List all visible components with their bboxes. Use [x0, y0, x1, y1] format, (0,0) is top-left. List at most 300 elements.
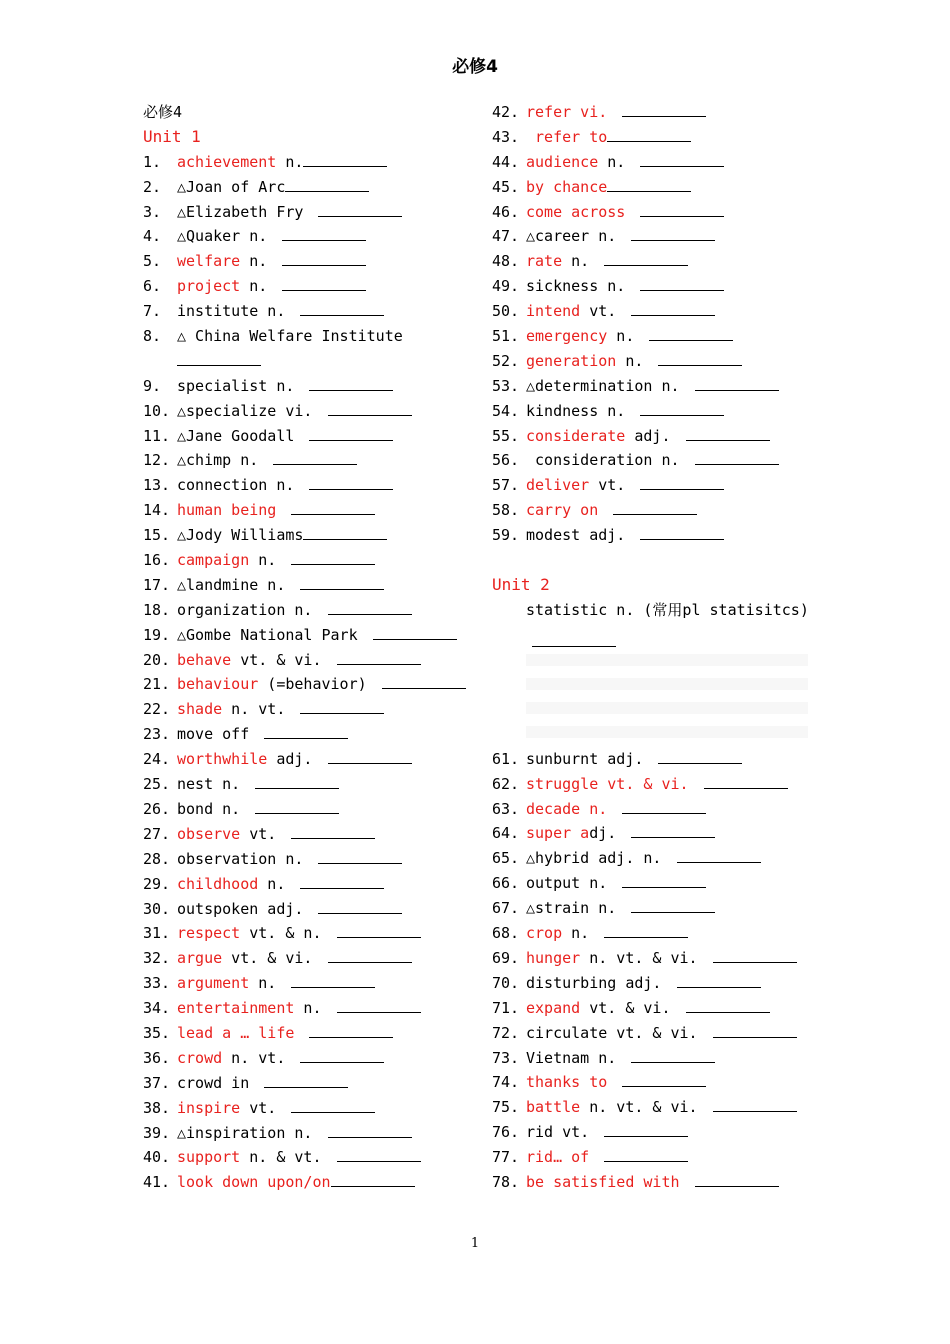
word-text: △chimp n. [177, 451, 268, 470]
vocab-item [143, 822, 463, 847]
statistic-entry [492, 598, 812, 747]
key-word: shade [177, 700, 223, 719]
key-word: super a [526, 824, 590, 843]
answer-blank[interactable] [686, 426, 770, 441]
answer-blank[interactable] [658, 351, 742, 366]
key-word: thanks to [526, 1073, 608, 1092]
item-number: 15. [143, 526, 171, 545]
vocab-item [492, 374, 812, 399]
word-text: organization n. [177, 600, 322, 619]
word-text: n. [240, 277, 277, 296]
answer-blank[interactable] [607, 127, 691, 142]
word-text: n. [240, 252, 277, 271]
item-number: 70. [492, 973, 520, 992]
item-number: 27. [143, 824, 171, 843]
word-text: △Gombe National Park [177, 625, 367, 644]
item-number: 9. [143, 376, 162, 395]
vocab-item [143, 175, 463, 200]
word-text: kindness n. [526, 401, 635, 420]
item-number: 24. [143, 750, 171, 769]
key-word: entertainment [177, 999, 295, 1018]
item-number: 66. [492, 874, 520, 893]
key-word: intend [526, 302, 581, 321]
vocab-item [492, 100, 812, 125]
answer-blank[interactable] [640, 202, 724, 217]
word-text: connection n. [177, 476, 304, 495]
key-word: worthwhile [177, 750, 268, 769]
answer-blank[interactable] [300, 874, 384, 889]
item-number: 49. [492, 277, 520, 296]
key-word: considerate [526, 426, 626, 445]
word-text: vt. & n. [240, 924, 331, 943]
key-word: support [177, 1148, 241, 1167]
vocab-item [143, 448, 463, 473]
word-text: adj. [267, 750, 322, 769]
item-number: 43. [492, 127, 520, 146]
section-heading: 必修4 [143, 103, 183, 121]
answer-blank[interactable] [686, 998, 770, 1013]
item-number: 16. [143, 551, 171, 570]
answer-blank[interactable] [291, 824, 375, 839]
answer-blank[interactable] [309, 376, 393, 391]
key-word: argue [177, 949, 223, 968]
vocab-item [492, 797, 812, 822]
vocab-item [143, 1121, 463, 1146]
answer-blank[interactable] [604, 1122, 688, 1137]
answer-blank[interactable] [282, 276, 366, 291]
word-text: n. [276, 152, 304, 171]
word-text: △career n. [526, 227, 626, 246]
right-column [492, 100, 812, 1195]
answer-blank[interactable] [640, 525, 724, 540]
answer-blank[interactable] [264, 1073, 348, 1088]
word-text: n. [258, 874, 295, 893]
word-text: n. vt. & vi. [580, 948, 707, 967]
key-word: refer vi. [526, 103, 608, 121]
key-word: behaviour [177, 675, 259, 694]
vocab-item-continued [143, 349, 463, 374]
answer-blank[interactable] [649, 326, 733, 341]
answer-blank[interactable] [695, 376, 779, 391]
vocab-item [143, 299, 463, 324]
answer-blank[interactable] [337, 1147, 421, 1162]
vocab-item [143, 847, 463, 872]
key-word: respect [177, 924, 241, 943]
item-number: 11. [143, 426, 171, 445]
word-text: (=behavior) [258, 675, 376, 694]
vocab-item [143, 697, 463, 722]
vocab-item [143, 996, 463, 1021]
item-number: 63. [492, 799, 520, 818]
word-text: vt. [240, 824, 286, 843]
answer-blank[interactable] [177, 351, 261, 366]
vocab-item [143, 1170, 463, 1195]
word-text: sickness n. [526, 277, 635, 296]
answer-blank[interactable] [300, 575, 384, 590]
answer-blank[interactable] [285, 177, 369, 192]
item-number: 74. [492, 1073, 520, 1092]
word-text: sunburnt adj. [526, 749, 653, 768]
word-text: △strain n. [526, 899, 626, 918]
answer-blank[interactable] [677, 848, 761, 863]
vocab-item [143, 274, 463, 299]
page-title: 必修4 [452, 57, 498, 77]
item-number: 54. [492, 401, 520, 420]
vocab-item [143, 946, 463, 971]
answer-blank[interactable] [713, 948, 797, 963]
vocab-item [492, 896, 812, 921]
word-text [625, 203, 634, 221]
word-text: vt. & vi. [231, 650, 331, 669]
answer-blank[interactable] [622, 102, 706, 117]
key-word: expand [526, 998, 581, 1017]
item-number: 69. [492, 948, 520, 967]
answer-blank[interactable] [604, 923, 688, 938]
answer-blank[interactable] [291, 500, 375, 515]
answer-blank[interactable] [328, 600, 412, 615]
vocab-item [143, 498, 463, 523]
word-text: n. [294, 999, 331, 1018]
item-number: 5. [143, 252, 162, 271]
vocab-item [492, 821, 812, 846]
word-text: △Quaker n. [177, 227, 277, 246]
key-word: audience [526, 152, 599, 171]
unit-1-heading: Unit 1 [143, 126, 201, 146]
word-text [598, 501, 607, 519]
vocab-item [143, 648, 463, 673]
vocab-item [492, 125, 812, 150]
answer-blank[interactable] [264, 724, 348, 739]
key-word: argument [177, 974, 250, 993]
word-text: n. [249, 551, 286, 570]
item-number: 19. [143, 625, 171, 644]
answer-blank[interactable] [328, 401, 412, 416]
vocab-item [492, 846, 812, 871]
key-word: crop [526, 924, 563, 943]
item-number: 62. [492, 774, 520, 793]
answer-blank[interactable] [713, 1023, 797, 1038]
vocab-item [143, 224, 463, 249]
item-number: 22. [143, 700, 171, 719]
vocab-item [492, 349, 812, 374]
vocab-item [492, 1021, 812, 1046]
answer-blank[interactable] [613, 500, 697, 515]
word-text: △specialize vi. [177, 401, 322, 420]
key-word: generation [526, 351, 617, 370]
vocab-item [143, 249, 463, 274]
word-text [607, 800, 616, 818]
key-word: childhood [177, 874, 259, 893]
answer-blank[interactable] [282, 226, 366, 241]
word-text: move off [177, 725, 259, 744]
answer-blank[interactable] [607, 177, 691, 192]
item-number: 18. [143, 600, 171, 619]
word-text: n. [598, 152, 635, 171]
vocab-item [492, 150, 812, 175]
vocab-item [143, 473, 463, 498]
key-word: rid… of [526, 1148, 590, 1167]
word-text: vt. & vi. [580, 998, 680, 1017]
item-number: 25. [143, 775, 171, 794]
vocab-item [492, 200, 812, 225]
answer-blank[interactable] [291, 550, 375, 565]
vocab-item [143, 424, 463, 449]
word-text: △Elizabeth Fry [177, 202, 313, 221]
vocab-item [492, 175, 812, 200]
word-text: n. vt. [222, 700, 295, 719]
item-number: 58. [492, 501, 520, 520]
item-number: 71. [492, 998, 520, 1017]
answer-blank[interactable] [303, 152, 387, 167]
answer-blank[interactable] [255, 774, 339, 789]
answer-blank[interactable] [331, 1172, 415, 1187]
answer-blank[interactable] [255, 799, 339, 814]
item-number: 7. [143, 302, 162, 321]
key-word: welfare [177, 252, 241, 271]
vocab-item [492, 473, 812, 498]
spacer [492, 548, 812, 573]
answer-blank[interactable] [631, 823, 715, 838]
key-word: come across [526, 202, 626, 221]
key-word: battle [526, 1098, 581, 1117]
faded-text-area [526, 648, 808, 738]
vocab-item [143, 523, 463, 548]
word-text: △Jody Williams [177, 526, 304, 545]
item-number: 45. [492, 177, 520, 196]
item-number: 32. [143, 949, 171, 968]
vocab-item [143, 1021, 463, 1046]
answer-blank[interactable] [704, 774, 788, 789]
answer-blank[interactable] [622, 1072, 706, 1087]
item-number: 51. [492, 327, 520, 346]
answer-blank[interactable] [631, 226, 715, 241]
item-number: 21. [143, 675, 171, 694]
word-text: Vietnam n. [526, 1048, 626, 1067]
answer-blank[interactable] [337, 923, 421, 938]
vocab-item [143, 623, 463, 648]
word-text: institute n. [177, 302, 295, 321]
answer-blank[interactable] [382, 674, 466, 689]
item-number: 38. [143, 1098, 171, 1117]
word-text: n. [562, 924, 599, 943]
vocab-item [492, 523, 812, 548]
item-number: 42. [492, 103, 520, 121]
word-text: n. vt. [222, 1048, 295, 1067]
vocab-item [143, 897, 463, 922]
answer-blank[interactable] [303, 525, 387, 540]
answer-blank[interactable] [695, 1172, 779, 1187]
vocab-item [492, 448, 812, 473]
vocab-item [492, 424, 812, 449]
word-text: consideration n. [526, 451, 689, 470]
answer-blank[interactable] [631, 1048, 715, 1063]
vocab-item [143, 872, 463, 897]
vocab-list-unit-1 [143, 150, 463, 1195]
word-text: vt. [240, 1098, 286, 1117]
item-number: 26. [143, 799, 171, 818]
vocab-item [492, 1145, 812, 1170]
item-number: 33. [143, 974, 171, 993]
answer-blank[interactable] [300, 301, 384, 316]
item-number: 50. [492, 302, 520, 321]
answer-blank[interactable] [532, 632, 616, 647]
vocab-item [143, 1046, 463, 1071]
answer-blank[interactable] [318, 899, 402, 914]
answer-blank[interactable] [622, 799, 706, 814]
word-text: n. [562, 252, 599, 271]
item-number: 4. [143, 227, 162, 246]
word-text: △Joan of Arc [177, 177, 286, 196]
key-word: human being [177, 501, 277, 520]
answer-blank[interactable] [291, 973, 375, 988]
answer-blank[interactable] [273, 450, 357, 465]
item-number: 52. [492, 351, 520, 370]
word-text: circulate vt. & vi. [526, 1023, 707, 1042]
item-number: 64. [492, 824, 520, 843]
answer-blank[interactable] [640, 475, 724, 490]
vocab-item [143, 573, 463, 598]
vocab-item [143, 324, 463, 349]
answer-blank[interactable] [631, 301, 715, 316]
vocab-item [492, 772, 812, 797]
word-text [689, 775, 698, 793]
word-text: bond n. [177, 799, 250, 818]
word-text: adj. [625, 426, 680, 445]
answer-blank[interactable] [328, 948, 412, 963]
answer-blank[interactable] [640, 401, 724, 416]
item-number: 1. [143, 152, 162, 171]
left-column [143, 100, 463, 1195]
key-word: by chance [526, 177, 608, 196]
key-word: project [177, 277, 241, 296]
answer-blank[interactable] [337, 650, 421, 665]
vocab-item [492, 224, 812, 249]
key-word: behave [177, 650, 232, 669]
word-text: disturbing adj. [526, 973, 671, 992]
item-number: 72. [492, 1023, 520, 1042]
answer-blank[interactable] [640, 276, 724, 291]
item-number: 37. [143, 1073, 171, 1092]
word-text: △determination n. [526, 376, 689, 395]
key-word: campaign [177, 551, 250, 570]
answer-blank[interactable] [328, 1123, 412, 1138]
vocab-item [492, 274, 812, 299]
answer-blank[interactable] [300, 699, 384, 714]
word-text [607, 103, 616, 121]
item-number: 2. [143, 177, 162, 196]
item-number: 40. [143, 1148, 171, 1167]
unit-2-heading: Unit 2 [492, 574, 550, 594]
key-word: inspire [177, 1098, 241, 1117]
answer-blank[interactable] [318, 202, 402, 217]
page-number: 1 [470, 1236, 480, 1251]
vocab-item [492, 324, 812, 349]
answer-blank[interactable] [309, 1023, 393, 1038]
key-word: hunger [526, 948, 581, 967]
answer-blank[interactable] [604, 251, 688, 266]
item-number: 20. [143, 650, 171, 669]
vocab-item [143, 722, 463, 747]
item-number: 8. [143, 327, 162, 346]
item-number: 10. [143, 401, 171, 420]
vocab-item [492, 498, 812, 523]
answer-blank[interactable] [291, 1098, 375, 1113]
item-number: 23. [143, 725, 171, 744]
word-text: n. [249, 974, 286, 993]
vocab-item [492, 747, 812, 772]
answer-blank[interactable] [373, 625, 457, 640]
vocab-item [143, 921, 463, 946]
vocab-item [492, 996, 812, 1021]
answer-blank[interactable] [318, 849, 402, 864]
answer-blank[interactable] [631, 898, 715, 913]
vocab-item [492, 1095, 812, 1120]
key-word: rate [526, 252, 563, 271]
vocab-item [492, 971, 812, 996]
answer-blank[interactable] [300, 1048, 384, 1063]
item-number: 78. [492, 1172, 520, 1191]
item-number: 34. [143, 999, 171, 1018]
answer-blank[interactable] [677, 973, 761, 988]
answer-blank[interactable] [695, 450, 779, 465]
vocab-item [143, 971, 463, 996]
item-number: 75. [492, 1098, 520, 1117]
vocab-item [492, 1070, 812, 1095]
item-number: 14. [143, 501, 171, 520]
item-number: 17. [143, 575, 171, 594]
word-text: vt. [580, 302, 626, 321]
answer-blank[interactable] [337, 998, 421, 1013]
answer-blank[interactable] [713, 1097, 797, 1112]
vocab-item [492, 249, 812, 274]
vocab-item [143, 672, 463, 697]
word-text: n. vt. & vi. [580, 1098, 707, 1117]
answer-blank[interactable] [604, 1147, 688, 1162]
word-text: △hybrid adj. n. [526, 849, 671, 868]
answer-blank[interactable] [658, 749, 742, 764]
item-number: 12. [143, 451, 171, 470]
word-text: △ China Welfare Institute [177, 327, 403, 346]
answer-blank[interactable] [622, 873, 706, 888]
item-number: 55. [492, 426, 520, 445]
key-word: emergency [526, 327, 608, 346]
vocab-item [143, 772, 463, 797]
word-text [276, 501, 285, 519]
word-text: vt. [589, 476, 635, 495]
vocab-list-unit-2 [492, 747, 812, 1195]
word-text: n. [616, 351, 653, 370]
vocab-list-unit-1-cont [492, 100, 812, 548]
answer-blank[interactable] [640, 152, 724, 167]
item-number: 35. [143, 1023, 171, 1042]
word-text: dj. [589, 824, 626, 843]
statistic-text: statistic n. (常用pl statisitcs) [526, 600, 809, 619]
vocab-item [492, 299, 812, 324]
answer-blank[interactable] [328, 749, 412, 764]
item-number: 53. [492, 376, 520, 395]
word-text: output n. [526, 874, 617, 893]
answer-blank[interactable] [309, 475, 393, 490]
item-number: 31. [143, 924, 171, 943]
word-text: vt. & vi. [222, 949, 322, 968]
vocab-item [492, 946, 812, 971]
word-text: specialist n. [177, 376, 304, 395]
word-text: nest n. [177, 775, 250, 794]
vocab-item [143, 374, 463, 399]
answer-blank[interactable] [309, 426, 393, 441]
key-word: be satisfied with [526, 1172, 680, 1191]
answer-blank[interactable] [282, 251, 366, 266]
